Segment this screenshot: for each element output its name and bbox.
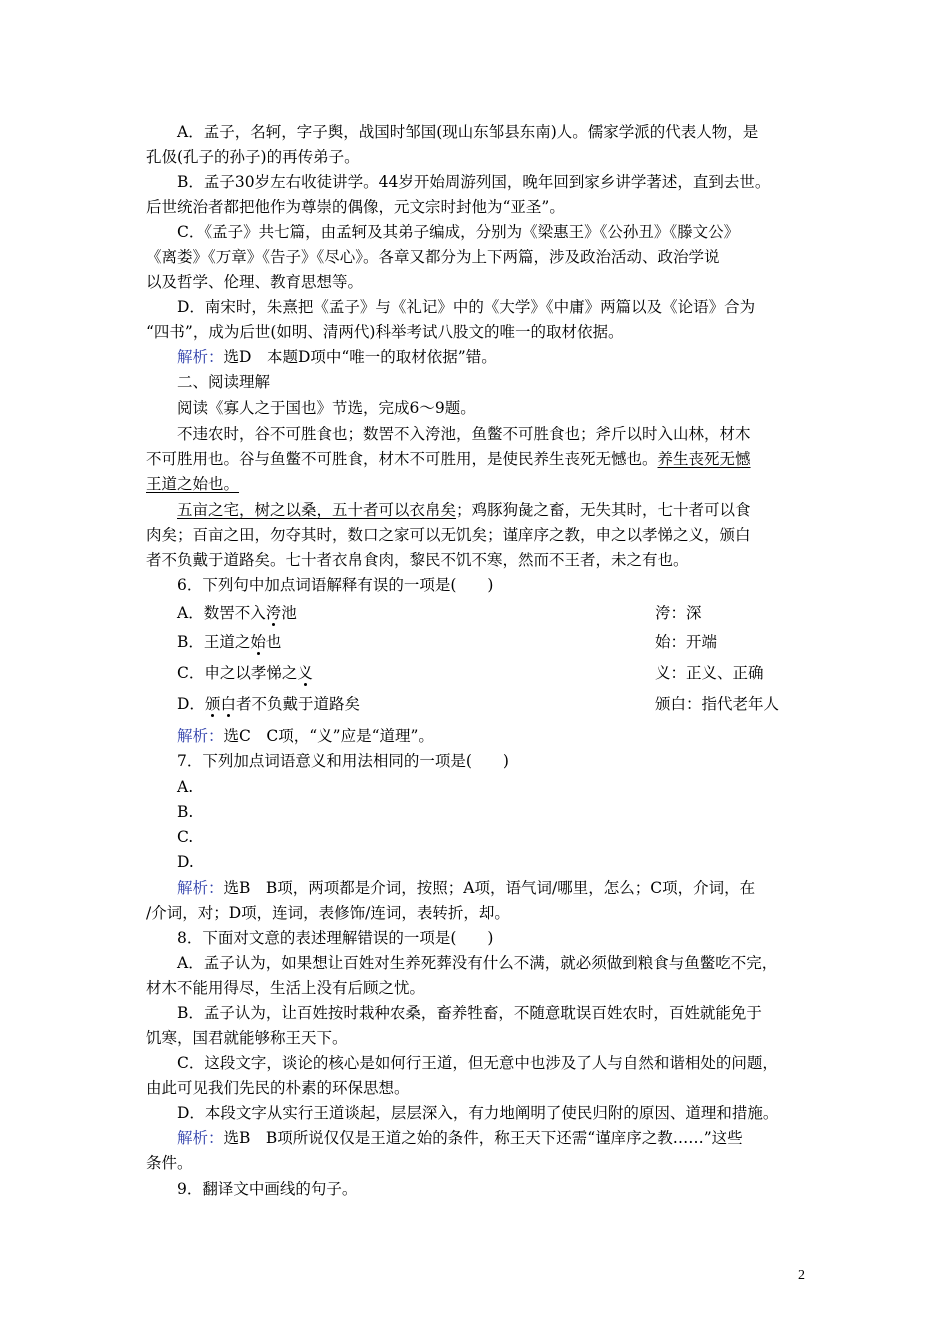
q5-option-c-line2: 《离娄》《万章》《告子》《尽心》。各章又都分为上下两篇，涉及政治活动、政治学说 [146,248,720,266]
answer-text: 选C C项，“义”应是“道理”。 [223,727,434,745]
q7-answer-line2: /介词，对；D项，连词，表修饰/连词，表转折，却。 [146,904,510,922]
question-6: 6．下列句中加点词语解释有误的一项是( ) [177,576,494,594]
q7-option-c: C. [177,828,194,846]
q8-answer-line2: 条件。 [146,1154,193,1172]
q8-answer [146,1126,814,1151]
option-gloss: 始：开端 [655,633,718,651]
answer-label: 解析： [177,1129,224,1147]
answer-text: 选D 本题D项中“唯一的取材依据”错。 [223,348,497,366]
answer-label: 解析： [177,727,224,745]
page-number: 2 [798,1268,805,1283]
passage-line: 者不负戴于道路矣。七十者衣帛食肉，黎民不饥不寒，然而不王者，未之有也。 [146,551,689,569]
underlined-sentence: 养生丧死无憾 [657,450,751,468]
question-9: 9．翻译文中画线的句子。 [177,1180,358,1198]
option-text: D． [177,695,205,713]
q5-option-c-line1: C．《孟子》共七篇，由孟轲及其弟子编成，分别为《梁惠王》《公孙丑》《滕文公》 [177,223,740,241]
option-text: B．王道之 [177,633,251,651]
dotted-word: 始 [250,633,266,651]
q6-option-a [146,601,814,626]
option-text: 者不负戴于道路矣 [235,695,360,713]
passage-line: 不违农时，谷不可胜食也；数罟不入洿池，鱼鳖不可胜食也；斧斤以时入山林，材木 [177,425,751,443]
passage-text: 不可胜用也。谷与鱼鳖不可胜食，材木不可胜用，是使民养生丧死无憾也。 [146,450,658,468]
q8-option-a-line1: A．孟子认为，如果想让百姓对生养死葬没有什么不满，就必须做到粮食与鱼鳖吃不完， [177,954,778,972]
underlined-sentence: 五亩之宅，树之以桑，五十者可以衣帛矣 [177,501,457,519]
q5-option-a-line2: 孔伋(孔子的孙子)的再传弟子。 [146,148,360,166]
passage-line [146,472,814,497]
option-text: 池 [281,604,297,622]
q8-option-c-line2: 由此可见我们先民的朴素的环保思想。 [146,1079,410,1097]
section-heading: 二、阅读理解 [177,373,271,391]
passage-text: ；鸡豚狗彘之畜，无失其时，七十者可以食 [456,501,751,519]
option-gloss: 颁白：指代老年人 [655,695,780,713]
answer-label: 解析： [177,879,224,897]
q6-option-d [146,692,814,717]
option-gloss: 洿：深 [655,604,702,622]
dotted-word: 洿 [265,604,282,622]
q5-option-d-line1: D．南宋时，朱熹把《孟子》与《礼记》中的《大学》《中庸》两篇以及《论语》合为 [177,298,756,316]
q6-option-b [146,630,814,655]
option-text: 也 [265,633,282,651]
passage-line: 肉矣；百亩之田，勿夺其时，数口之家可以无饥矣；谨庠序之教，申之以孝悌之义，颁白 [146,526,751,544]
q6-answer [146,724,814,749]
q5-option-b-line2: 后世统治者都把他作为尊崇的偶像，元文宗时封他为“亚圣”。 [146,198,565,216]
q8-option-b-line2: 饥寒，国君就能够称王天下。 [146,1029,348,1047]
q7-option-b: B. [177,803,194,821]
dotted-word: 颁 [204,695,221,713]
q7-option-a: A. [177,778,194,796]
passage-line [146,498,814,523]
passage-line [146,447,814,472]
question-8: 8．下面对文意的表述理解错误的一项是( ) [177,929,494,947]
question-7: 7．下列加点词语意义和用法相同的一项是( ) [177,752,509,770]
q8-option-d: D．本段文字从实行王道谈起，层层深入，有力地阐明了使民归附的原因、道理和措施。 [177,1104,779,1122]
q8-option-a-line2: 材木不能用得尽，生活上没有后顾之忧。 [146,979,426,997]
option-text: A．数罟不入 [177,604,266,622]
q5-option-b-line1: B．孟子30岁左右收徒讲学。44岁开始周游列国，晚年回到家乡讲学著述，直到去世。 [177,173,771,191]
q5-answer [146,345,814,370]
option-text: C．申之以孝悌之 [177,664,298,682]
q6-option-c [146,661,814,686]
q5-option-c-line3: 以及哲学、伦理、教育思想等。 [146,273,364,291]
option-gloss: 义：正义、正确 [655,664,764,682]
underlined-sentence: 王道之始也。 [146,475,240,493]
answer-text: 选B B项所说仅仅是王道之始的条件，称王天下还需“谨庠序之教……”这些 [223,1129,743,1147]
dotted-word: 义 [297,664,313,682]
answer-text: 选B B项，两项都是介词，按照；A项，语气词/哪里，怎么；C项，介词，在 [223,879,756,897]
answer-label: 解析： [177,348,224,366]
q7-answer [146,876,814,901]
q7-option-d: D. [177,853,194,871]
reading-intro: 阅读《寡人之于国也》节选，完成6～9题。 [177,399,476,417]
q8-option-c-line1: C．这段文字，谈论的核心是如何行王道，但无意中也涉及了人与自然和谐相处的问题， [177,1054,778,1072]
dotted-word: 白 [220,695,236,713]
q8-option-b-line1: B．孟子认为，让百姓按时栽种农桑，畜养牲畜，不随意耽误百姓农时，百姓就能免于 [177,1004,762,1022]
q5-option-a-line1: A．孟子，名轲，字子舆，战国时邹国(现山东邹县东南)人。儒家学派的代表人物，是 [177,123,759,141]
q5-option-d-line2: “四书”，成为后世(如明、清两代)科举考试八股文的唯一的取材依据。 [146,323,624,341]
